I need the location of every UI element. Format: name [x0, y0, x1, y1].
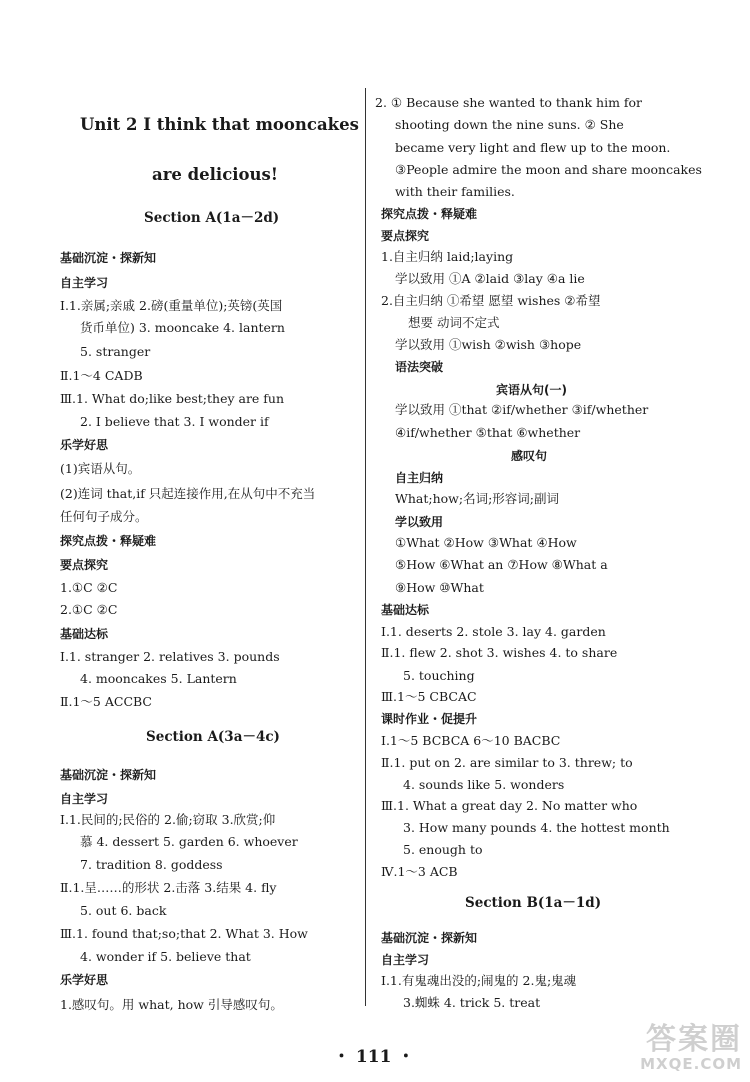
subheading: 基础达标: [381, 603, 430, 617]
answer-line: 4. wonder if 5. believe that: [80, 949, 251, 964]
answer-line: 1.感叹句。用 what, how 引导感叹句。: [60, 997, 283, 1012]
answer-line: Ⅱ.1. put on 2. are similar to 3. threw; to: [381, 755, 633, 770]
subheading: 要点探究: [381, 229, 430, 243]
column-divider: [365, 88, 366, 1006]
answer-line: Ⅱ.1.呈……的形状 2.击落 3.结果 4. fly: [60, 880, 277, 895]
answer-line: 2.①C ②C: [60, 602, 118, 617]
subheading: 学以致用: [395, 515, 444, 529]
answer-line: Ⅳ.1～3 ACB: [381, 864, 458, 879]
subheading: 基础达标: [60, 627, 109, 641]
answer-line: Ⅰ.1. deserts 2. stole 3. lay 4. garden: [381, 624, 606, 639]
answer-line: with their families.: [395, 184, 515, 199]
subheading: 基础沉淀・探新知: [60, 768, 157, 782]
answer-line: 3. How many pounds 4. the hottest month: [403, 820, 670, 835]
answer-line: 货币单位) 3. mooncake 4. lantern: [80, 320, 285, 335]
subheading: 自主学习: [60, 276, 109, 290]
answer-line: 1.①C ②C: [60, 580, 118, 595]
answer-line: 任何句子成分。: [60, 509, 148, 524]
answer-line: 学以致用 ①wish ②wish ③hope: [395, 337, 582, 352]
answer-line: 5. enough to: [403, 842, 483, 857]
subheading: 乐学好思: [60, 438, 109, 452]
answer-line: 4. mooncakes 5. Lantern: [80, 671, 237, 686]
answer-line: 4. sounds like 5. wonders: [403, 777, 565, 792]
subheading: 探究点拨・释疑难: [60, 534, 157, 548]
answer-line: (2)连词 that,if 只起连接作用,在从句中不充当: [60, 486, 316, 501]
answer-line: Ⅰ.1. stranger 2. relatives 3. pounds: [60, 649, 280, 664]
answer-line: 慕 4. dessert 5. garden 6. whoever: [80, 834, 298, 849]
unit-title-line1: Unit 2 I think that mooncakes: [80, 115, 359, 134]
answer-line: 1.自主归纳 laid;laying: [381, 249, 514, 264]
unit-title-line2: are delicious!: [152, 165, 279, 184]
subheading: 探究点拨・释疑难: [381, 207, 478, 221]
answer-line: 5. stranger: [80, 344, 151, 359]
answer-line: Ⅰ.1～5 BCBCA 6～10 BACBC: [381, 733, 561, 748]
section-heading: Section A(1a－2d): [144, 210, 280, 226]
subheading: 基础沉淀・探新知: [60, 251, 157, 265]
answer-line: (1)宾语从句。: [60, 461, 141, 476]
answer-line: ⑤How ⑥What an ⑦How ⑧What a: [395, 557, 608, 572]
subheading: 乐学好思: [60, 973, 109, 987]
page-number: ・ 111 ・: [333, 1047, 415, 1067]
watermark-logo: [640, 1024, 742, 1072]
grammar-heading: 宾语从句(一): [496, 383, 567, 397]
answer-line: Ⅱ.1. flew 2. shot 3. wishes 4. to share: [381, 645, 618, 660]
answer-line: Ⅰ.1.有鬼魂出没的;闹鬼的 2.鬼;鬼魂: [381, 973, 577, 988]
answer-line: Ⅲ.1～5 CBCAC: [381, 689, 477, 704]
watermark-bottom: MXQE.COM: [640, 1055, 742, 1073]
answer-line: Ⅱ.1～5 ACCBC: [60, 694, 152, 709]
answer-line: Ⅲ.1. What a great day 2. No matter who: [381, 798, 638, 813]
subheading: 课时作业・促提升: [381, 712, 478, 726]
answer-line: Ⅲ.1. found that;so;that 2. What 3. How: [60, 926, 308, 941]
subheading: 要点探究: [60, 558, 109, 572]
answer-line: shooting down the nine suns. ② She: [395, 117, 624, 132]
subheading: 自主学习: [381, 953, 430, 967]
answer-line: 7. tradition 8. goddess: [80, 857, 223, 872]
answer-line: 2. ① Because she wanted to thank him for: [375, 95, 643, 110]
section-heading: Section A(3a－4c): [146, 729, 280, 745]
answer-line: 学以致用 ①A ②laid ③lay ④a lie: [395, 271, 585, 286]
subheading: 自主学习: [60, 792, 109, 806]
answer-line: 2. I believe that 3. I wonder if: [80, 414, 269, 429]
subheading: 自主归纳: [395, 471, 444, 485]
answer-line: 想要 动词不定式: [408, 315, 500, 330]
answer-line: 3.蜘蛛 4. trick 5. treat: [403, 995, 541, 1010]
subheading: 语法突破: [395, 360, 444, 374]
answer-line: ⑨How ⑩What: [395, 580, 484, 595]
answer-line: Ⅲ.1. What do;like best;they are fun: [60, 391, 285, 406]
answer-line: Ⅱ.1～4 CADB: [60, 368, 143, 383]
answer-line: ④if/whether ⑤that ⑥whether: [395, 425, 581, 440]
answer-line: became very light and flew up to the moon.: [395, 140, 671, 155]
answer-line: 学以致用 ①that ②if/whether ③if/whether: [395, 402, 649, 417]
section-heading: Section B(1a－1d): [465, 895, 602, 911]
answer-line: ①What ②How ③What ④How: [395, 535, 577, 550]
watermark-top: 答案圈: [646, 1022, 742, 1057]
answer-line: 5. touching: [403, 668, 475, 683]
answer-line: 2.自主归纳 ①希望 愿望 wishes ②希望: [381, 293, 601, 308]
answer-line: ③People admire the moon and share mooncakes: [395, 162, 702, 177]
answer-line: What;how;名词;形容词;副词: [395, 491, 559, 506]
subheading: 基础沉淀・探新知: [381, 931, 478, 945]
answer-line: Ⅰ.1.亲属;亲戚 2.磅(重量单位);英镑(英国: [60, 298, 283, 313]
answer-line: 5. out 6. back: [80, 903, 167, 918]
grammar-heading: 感叹句: [511, 449, 548, 463]
answer-line: Ⅰ.1.民间的;民俗的 2.偷;窃取 3.欣赏;仰: [60, 812, 276, 827]
